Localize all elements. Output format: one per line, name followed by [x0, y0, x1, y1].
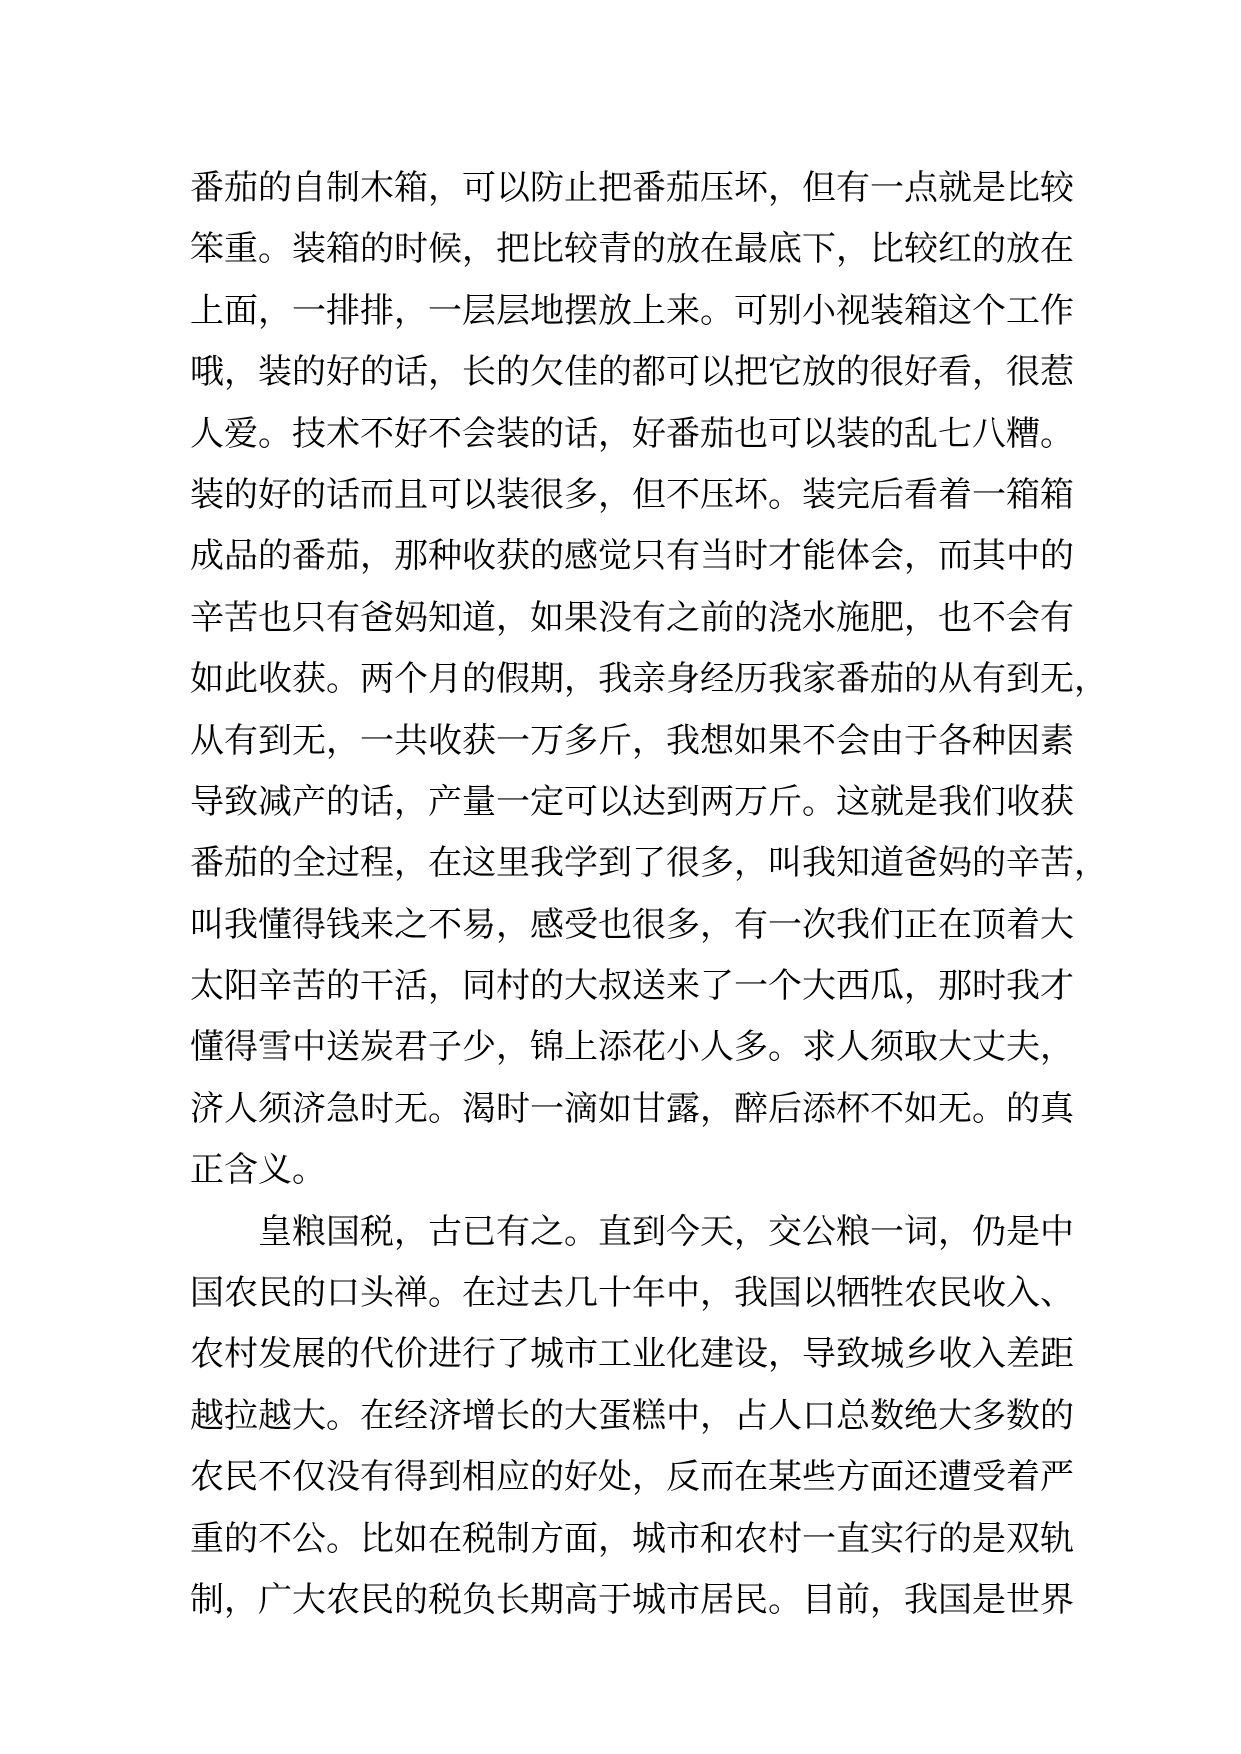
text-line: 济人须济急时无。渴时一滴如甘露，醉后添杯不如无。的真: [190, 1088, 1074, 1129]
body-text: [190, 158, 1108, 1631]
text-line: 哦，装的好的话，长的欠佳的都可以把它放的很好看，很惹: [190, 352, 1074, 393]
text-line: 辛苦也只有爸妈知道，如果没有之前的浇水施肥，也不会有: [190, 597, 1074, 638]
text-line: 笨重。装箱的时候，把比较青的放在最底下，比较红的放在: [190, 229, 1074, 270]
text-line: 番茄的全过程，在这里我学到了很多，叫我知道爸妈的辛苦，: [190, 843, 1108, 884]
text-line: 导致减产的话，产量一定可以达到两万斤。这就是我们收获: [190, 781, 1074, 822]
text-line: 成品的番茄，那种收获的感觉只有当时才能体会，而其中的: [190, 536, 1074, 577]
text-line: 正含义。: [190, 1150, 326, 1191]
text-line: 太阳辛苦的干活，同村的大叔送来了一个大西瓜，那时我才: [190, 966, 1074, 1007]
text-line: 国农民的口头禅。在过去几十年中，我国以牺牲农民收入、: [190, 1273, 1074, 1314]
text-line: 如此收获。两个月的假期，我亲身经历我家番茄的从有到无，: [190, 659, 1108, 700]
text-line: 农村发展的代价进行了城市工业化建设，导致城乡收入差距: [190, 1334, 1074, 1375]
text-line: 人爱。技术不好不会装的话，好番茄也可以装的乱七八糟。: [190, 413, 1074, 454]
text-line: 从有到无，一共收获一万多斤，我想如果不会由于各种因素: [190, 720, 1074, 761]
text-line: 装的好的话而且可以装很多，但不压坏。装完后看着一箱箱: [190, 474, 1074, 515]
text-line: 制，广大农民的税负长期高于城市居民。目前，我国是世界: [190, 1579, 1074, 1620]
text-line: 重的不公。比如在税制方面，城市和农村一直实行的是双轨: [190, 1518, 1074, 1559]
text-line: 上面，一排排，一层层地摆放上来。可别小视装箱这个工作: [190, 290, 1074, 331]
text-line: 农民不仅没有得到相应的好处，反而在某些方面还遭受着严: [190, 1457, 1074, 1498]
text-line: 懂得雪中送炭君子少，锦上添花小人多。求人须取大丈夫，: [190, 1027, 1074, 1068]
paragraph-start-line: 皇粮国税，古已有之。直到今天，交公粮一词，仍是中: [190, 1211, 1074, 1252]
text-line: 越拉越大。在经济增长的大蛋糕中，占人口总数绝大多数的: [190, 1395, 1074, 1436]
text-line: 番茄的自制木箱，可以防止把番茄压坏，但有一点就是比较: [190, 168, 1074, 208]
text-line: 叫我懂得钱来之不易，感受也很多，有一次我们正在顶着大: [190, 904, 1074, 945]
